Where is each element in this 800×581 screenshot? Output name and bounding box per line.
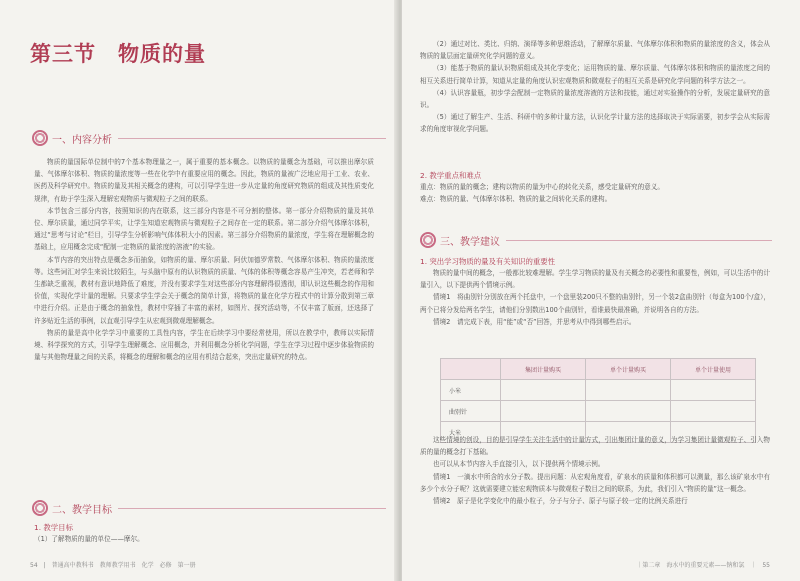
paragraph: 物质的量中间的概念，一般都比较难理解。学生学习物质的量及有关概念的必要性和重要性，例如，可以生活中的计量引入，以下提供两个情境示例。 <box>420 269 770 290</box>
table-cell <box>671 401 756 422</box>
paragraph: 本节包含三部分内容，按照知识的内在联系，这三部分内容是不可分割的整体。第一部分介绍物质的量及其单位、摩尔质量，通过同学平实，让学生知道宏观物质与微观粒子之间存在一定的联系。第二部分介绍气体摩尔体积，通过“思考与讨论”栏目，引导学生分析影响气体体积大小的因素。第三部分介绍物质的量浓度，学生将在理解概念的基础上，应用概念完成“配制一定物质的量浓度的溶液”的实验。 <box>34 206 374 252</box>
section-heading-content-analysis <box>32 130 386 146</box>
divider <box>506 240 772 241</box>
suggestions-continued <box>420 434 770 507</box>
section-heading-label: 二、教学目标 <box>52 504 112 516</box>
content-analysis-body <box>34 156 374 363</box>
table-cell <box>586 380 671 401</box>
table-cell <box>671 380 756 401</box>
paragraph: 情境1 一滴水中所含的水分子数。提出问题：从宏观角度看，矿泉水的质量和体积都可以测量，那么该矿泉水中有多少个水分子呢？这就需要建立能宏观物质本与微观粒子数目之间的联系，为此，我们引入“物质的量”这一概念。 <box>420 472 770 493</box>
key-points: 重点：物质的量的概念；建构以物质的量为中心的转化关系，感受定量研究的意义。 <box>420 183 664 191</box>
page-footer: 54 | 普通高中教科书 教师教学用书 化学 必修 第一册 <box>30 562 196 569</box>
key-points-block <box>420 170 770 205</box>
situation-2: 情境2 请完成下表，用“能”或“否”回答，并思考从中得到哪些启示。 <box>433 317 636 326</box>
left-page <box>0 0 398 581</box>
measurement-table <box>440 358 756 443</box>
table-cell <box>501 401 586 422</box>
paragraph: 物质的量国际单位制中的7个基本物理量之一，属于重要的基本概念。以物质的量概念为基础，可以推出摩尔质量、气体摩尔体积、物质的量浓度等一些在化学中有重要应用的概念。因此，物质的量被广泛地应用于工业、农业、医药及科学研究中。物质的量及其相关概念的建构，可以引导学生进一步从定量的角度研究物质的组成及其性质变化规律，有助于学生深入理解宏观物质与微观粒子之间的联系。 <box>34 158 374 203</box>
section-circle-icon <box>32 130 48 146</box>
table-row-label: 大米 <box>441 422 501 443</box>
table-header: 单个计量购买 <box>586 359 671 380</box>
divider <box>118 138 386 139</box>
section-heading-suggestions <box>420 232 772 248</box>
paragraph: 物质的量是高中化学学习中重要的工具性内容，学生在后续学习中要经常使用，所以在教学中，教师以实际情境、科学探究的方式，引导学生理解概念、应用概念，并利用概念分析化学问题，学生在学习过程中逐步体验物质的量与其他物理量之间的关系，将概念的理解和概念的应用有机结合起来，突出定量研究的特点。 <box>34 328 374 362</box>
goal-item: （3）能基于物质的量认识物质组成及其化学变化；运用物质的量、摩尔质量、气体摩尔体积和物质的量浓度之间的相互关系进行简单计算，知道从定量的角度认识宏观物质和微观粒子的相互关系是研究化学问题的科学方法之一。 <box>420 64 770 85</box>
paragraph: 情境2 原子是化学变化中的最小粒子，分子与分子、原子与原子较一定的比例关系进行 <box>433 497 688 506</box>
table-header <box>441 359 501 380</box>
paragraph: 本节内容的突出特点是概念多而抽象，如物质的量、摩尔质量、阿伏加德罗常数、气体摩尔体积、物质的量浓度等。这些词汇对学生来说比较陌生，与头脑中原有的认识物质的质量、气体的体积等概念容易产生冲突，若老师和学生都缺乏重视，教材有意识地降低了难度，并没有要求学生对这些部分内容理解得很透彻，即认识这些概念的作用和价值，实现化学计量的理解。只要求学生学会关于概念的简单计算，将物质的量在化学方程式中的计算分散到第三章中进行介绍。正是由于概念的抽象性，教材中穿插了丰富的素材，如图片、探究活动等，不仅丰富了版面，还选择了许多贴近生活的事例，以直观引导学生从宏观到微观理解概念。 <box>34 255 374 325</box>
divider <box>118 508 386 509</box>
goal-item: （2）通过对比、类比、归纳、演绎等多种思维活动，了解摩尔质量、气体摩尔体积和物质的量浓度的含义，体会从物质的量层面定量研究化学问题的意义。 <box>420 40 770 61</box>
sub-heading: 1. 教学目标 <box>34 523 73 532</box>
sub-heading: 2. 教学重点和难点 <box>420 171 482 180</box>
goal-item: （1）了解物质的量的单位——摩尔。 <box>34 535 144 543</box>
right-page <box>402 0 800 581</box>
page-title: 第三节 物质的量 <box>30 41 206 66</box>
suggestions-body <box>420 256 770 328</box>
table-header-row <box>441 359 756 380</box>
table-cell <box>586 401 671 422</box>
page-footer: ｜第二章 海水中的重要元素——钠和氯 ｜ 55 <box>636 562 770 569</box>
table-row <box>441 401 756 422</box>
table-row-label: 小米 <box>441 380 501 401</box>
section-heading-teaching-goals <box>32 500 386 516</box>
goal-item: （5）通过了解生产、生活、科研中的多种计量方法，认识化学计量方法的选择取决于实际需要，初步学会从实际需求的角度审视化学问题。 <box>420 113 770 134</box>
table-header: 集团计量购买 <box>501 359 586 380</box>
section-circle-icon <box>32 500 48 516</box>
section-heading-label: 三、教学建议 <box>440 236 500 248</box>
teaching-goals-body <box>34 522 374 545</box>
paragraph: 也可以从本节内容入手直接引入，以下提供两个情境示例。 <box>433 460 605 469</box>
situation-1: 情境1 将曲别针分别放在两个托盘中，一个盘里装200只不整的曲别针，另一个装2盒曲别针（每盒为100个/盒），两个已将分发给两名学生，请他们分别数出100个曲别针，看谁最快最准确，并说明各自的方法。 <box>420 293 770 314</box>
table-row-label: 曲别针 <box>441 401 501 422</box>
table-header: 单个计量使用 <box>671 359 756 380</box>
paragraph: 这些情境的创设，目的是引导学生关注生活中的计量方式，引出集团计量的意义，为学习集团计量微观粒子、引入物质的量的概念打下基础。 <box>420 436 770 457</box>
sub-heading: 1. 突出学习物质的量及有关知识的重要性 <box>420 257 556 266</box>
table-cell <box>501 380 586 401</box>
difficulties: 难点：物质的量、气体摩尔体积、物质的量之间转化关系的建构。 <box>420 195 612 204</box>
section-heading-label: 一、内容分析 <box>52 134 112 146</box>
goal-items <box>420 38 770 136</box>
goal-item: （4）认识容量瓶，初步学会配制一定物质的量浓度溶液的方法和技能，通过对实验操作的分析，发展定量研究的意识。 <box>420 88 770 110</box>
section-circle-icon <box>420 232 436 248</box>
table-row <box>441 380 756 401</box>
